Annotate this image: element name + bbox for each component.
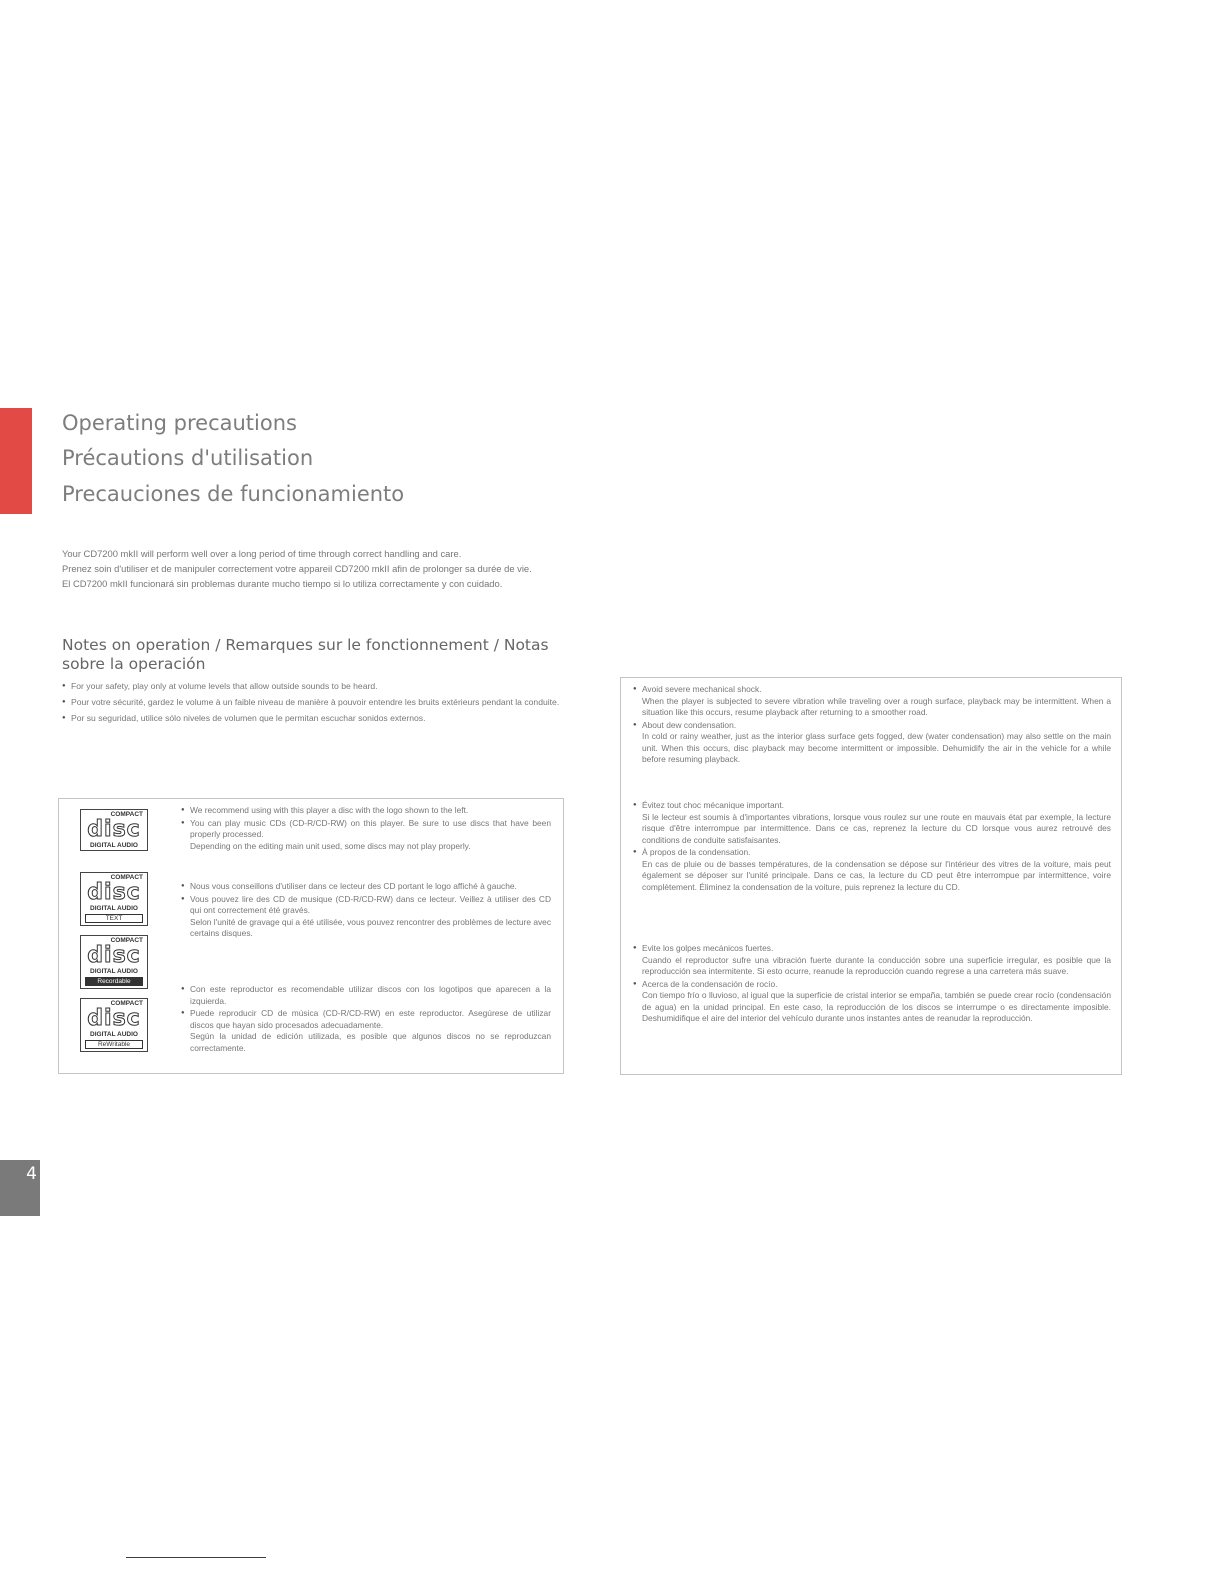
page-number-tab [0, 1160, 40, 1216]
list-item-body: Cuando el reproductor sufre una vibración fuerte durante la conducción sobre una superficie irregular, es posible que la reproducción sea intermitente. Si esto ocurre, reanude la reproducción cuando regrese a una carretera más suave. [642, 954, 1111, 976]
list-item-body: In cold or rainy weather, just as the interior glass surface gets fogged, dew (water condensation) may also settle on the main unit. When this occurs, disc playback may become intermittent or impossible. Dehumidify the air in the vehicle for a while before resuming playback. [642, 731, 1111, 764]
notes-heading: Notes on operation / Remarques sur le fonctionnement / Notas sobre la operación [62, 636, 549, 673]
intro-text [62, 547, 564, 592]
list-item-title: À propos de la condensation. [642, 847, 751, 857]
list-item-text: Vous pouvez lire des CD de musique (CD-R/CD-RW) dans ce lecteur. Veillez à utiliser des CD qui ont correctement été gravés. [190, 893, 551, 915]
logo-sub-label: DIGITAL AUDIO [90, 842, 138, 849]
list-item [181, 818, 551, 853]
list-item: ● For your safety, play only at volume levels that allow outside sounds to be heard. [62, 680, 564, 692]
page-title-en: Operating precautions [62, 411, 297, 435]
list-item-text: You can play music CDs (CD-R/CD-RW) on this player. Be sure to use discs that have been properly processed. [190, 817, 551, 839]
section-color-tab [0, 408, 32, 514]
precautions-en [633, 684, 1111, 767]
disc-notes-en [181, 805, 551, 853]
list-item [181, 1008, 551, 1054]
list-item-title: About dew condensation. [642, 719, 737, 730]
logo-compact-label: COMPACT [110, 937, 143, 944]
list-item [181, 984, 551, 1007]
list-item [181, 805, 551, 817]
disc-notes-fr [181, 881, 551, 941]
list-item-text: Con este reproductor es recomendable utilizar discos con los logotipos que aparecen a la izquierda. [190, 984, 551, 1006]
disc-notes-es [181, 984, 551, 1055]
cd-text-logo [80, 872, 148, 926]
list-item-title: Avoid severe mechanical shock. [642, 684, 762, 694]
intro-en: Your CD7200 mkII will perform well over a long period of time through correct handling and care. [62, 548, 462, 559]
list-item-body: When the player is subjected to severe vibration while traveling over a rough surface, playback may be intermittent. When a situation like this occurs, resume playback after returning to a smoother road. [642, 695, 1111, 717]
list-item-text: We recommend using with this player a disc with the logo shown to the left. [190, 805, 469, 815]
list-item [633, 800, 1111, 846]
page-title-es: Precauciones de funcionamiento [62, 482, 405, 506]
footer-divider [126, 1557, 266, 1558]
logo-tag: Recordable [85, 977, 143, 986]
list-item [633, 979, 1111, 1025]
list-item: ● Por su seguridad, utilice sólo niveles de volumen que le permitan escuchar sonidos externos. [62, 712, 564, 724]
precautions-es [633, 943, 1111, 1026]
list-item [633, 943, 1111, 978]
list-item-title: Acerca de la condensación de rocío. [642, 978, 778, 989]
intro-es: El CD7200 mkII funcionará sin problemas durante mucho tiempo si lo utiliza correctamente y con cuidado. [62, 578, 503, 589]
page-number: 4 [26, 1164, 37, 1184]
list-item-subtext: Según la unidad de edición utilizada, es posible que algunos discos no se reproduzcan correctamente. [190, 1031, 551, 1053]
logo-compact-label: COMPACT [110, 1000, 143, 1007]
logo-sub-label: DIGITAL AUDIO [90, 1031, 138, 1038]
logo-compact-label: COMPACT [110, 874, 143, 881]
disc-recommendation-box [58, 798, 564, 1074]
shock-condensation-box [620, 677, 1122, 1075]
precautions-fr [633, 800, 1111, 894]
cd-da-logo [80, 809, 148, 851]
logo-tag: TEXT [85, 914, 143, 923]
list-item [633, 847, 1111, 893]
logo-sub-label: DIGITAL AUDIO [90, 968, 138, 975]
logo-disc-wordmark: disc [87, 880, 141, 905]
list-item-body: En cas de pluie ou de basses températures, de la condensation se dépose sur l'intérieur des vitres de la voiture, mais peut également se déposer sur l'unité principale. Dans ce cas, la lecture du CD peut être interrompue par intermittence, voire complètement. Éliminez la condensation de la voiture, puis reprenez la lecture du CD. [642, 858, 1111, 892]
logo-sub-label: DIGITAL AUDIO [90, 905, 138, 912]
list-item [633, 684, 1111, 719]
list-item-subtext: Depending on the editing main unit used, some discs may not play properly. [190, 840, 471, 851]
notes-list [62, 680, 564, 728]
intro-fr: Prenez soin d'utiliser et de manipuler correctement votre appareil CD7200 mkII afin de prolonger sa durée de vie. [62, 563, 532, 574]
logo-compact-label: COMPACT [110, 811, 143, 818]
logo-disc-wordmark: disc [87, 1006, 141, 1031]
list-item [633, 720, 1111, 766]
list-item-text: Nous vous conseillons d'utiliser dans ce lecteur des CD portant le logo affiché à gauche. [190, 881, 517, 891]
list-item-subtext: Selon l'unité de gravage qui a été utilisée, vous pouvez rencontrer des problèmes de lecture avec certains disques. [190, 916, 552, 938]
logo-disc-wordmark: disc [87, 817, 141, 842]
list-item [181, 881, 551, 893]
logo-disc-wordmark: disc [87, 943, 141, 968]
list-item-title: Évitez tout choc mécanique important. [642, 800, 784, 810]
list-item-text: Puede reproducir CD de música (CD-R/CD-RW) en este reproductor. Asegúrese de utilizar discos que hayan sido procesados adecuadamente. [190, 1008, 551, 1030]
logo-tag: ReWritable [85, 1040, 143, 1049]
page-title-fr: Précautions d'utilisation [62, 446, 314, 470]
cd-rw-logo [80, 998, 148, 1052]
list-item [181, 894, 551, 940]
list-item-title: Evite los golpes mecánicos fuertes. [642, 943, 774, 953]
list-item-body: Con tiempo frío o lluvioso, al igual que la superficie de cristal interior se empaña, también se puede crear rocío (condensación de agua) en la unidad principal. En este caso, la reproducción de los discos se interrumpe o es directamente imposible. Deshumidifique el aire del interior del vehículo durante unos instantes antes de reanudar la reproducción. [642, 990, 1111, 1023]
list-item-body: Si le lecteur est soumis à d'importantes vibrations, lorsque vous roulez sur une route en mauvais état par exemple, la lecture risque d'être interrompue par intermittence. Dans ce cas, reprenez la lecture du CD lorsque vous aurez retrouvé des conditions de conduite satisfaisantes. [642, 811, 1111, 845]
list-item: ● Pour votre sécurité, gardez le volume à un faible niveau de manière à pouvoir entendre les bruits extérieurs pendant la conduite. [62, 696, 564, 708]
cd-r-logo [80, 935, 148, 989]
